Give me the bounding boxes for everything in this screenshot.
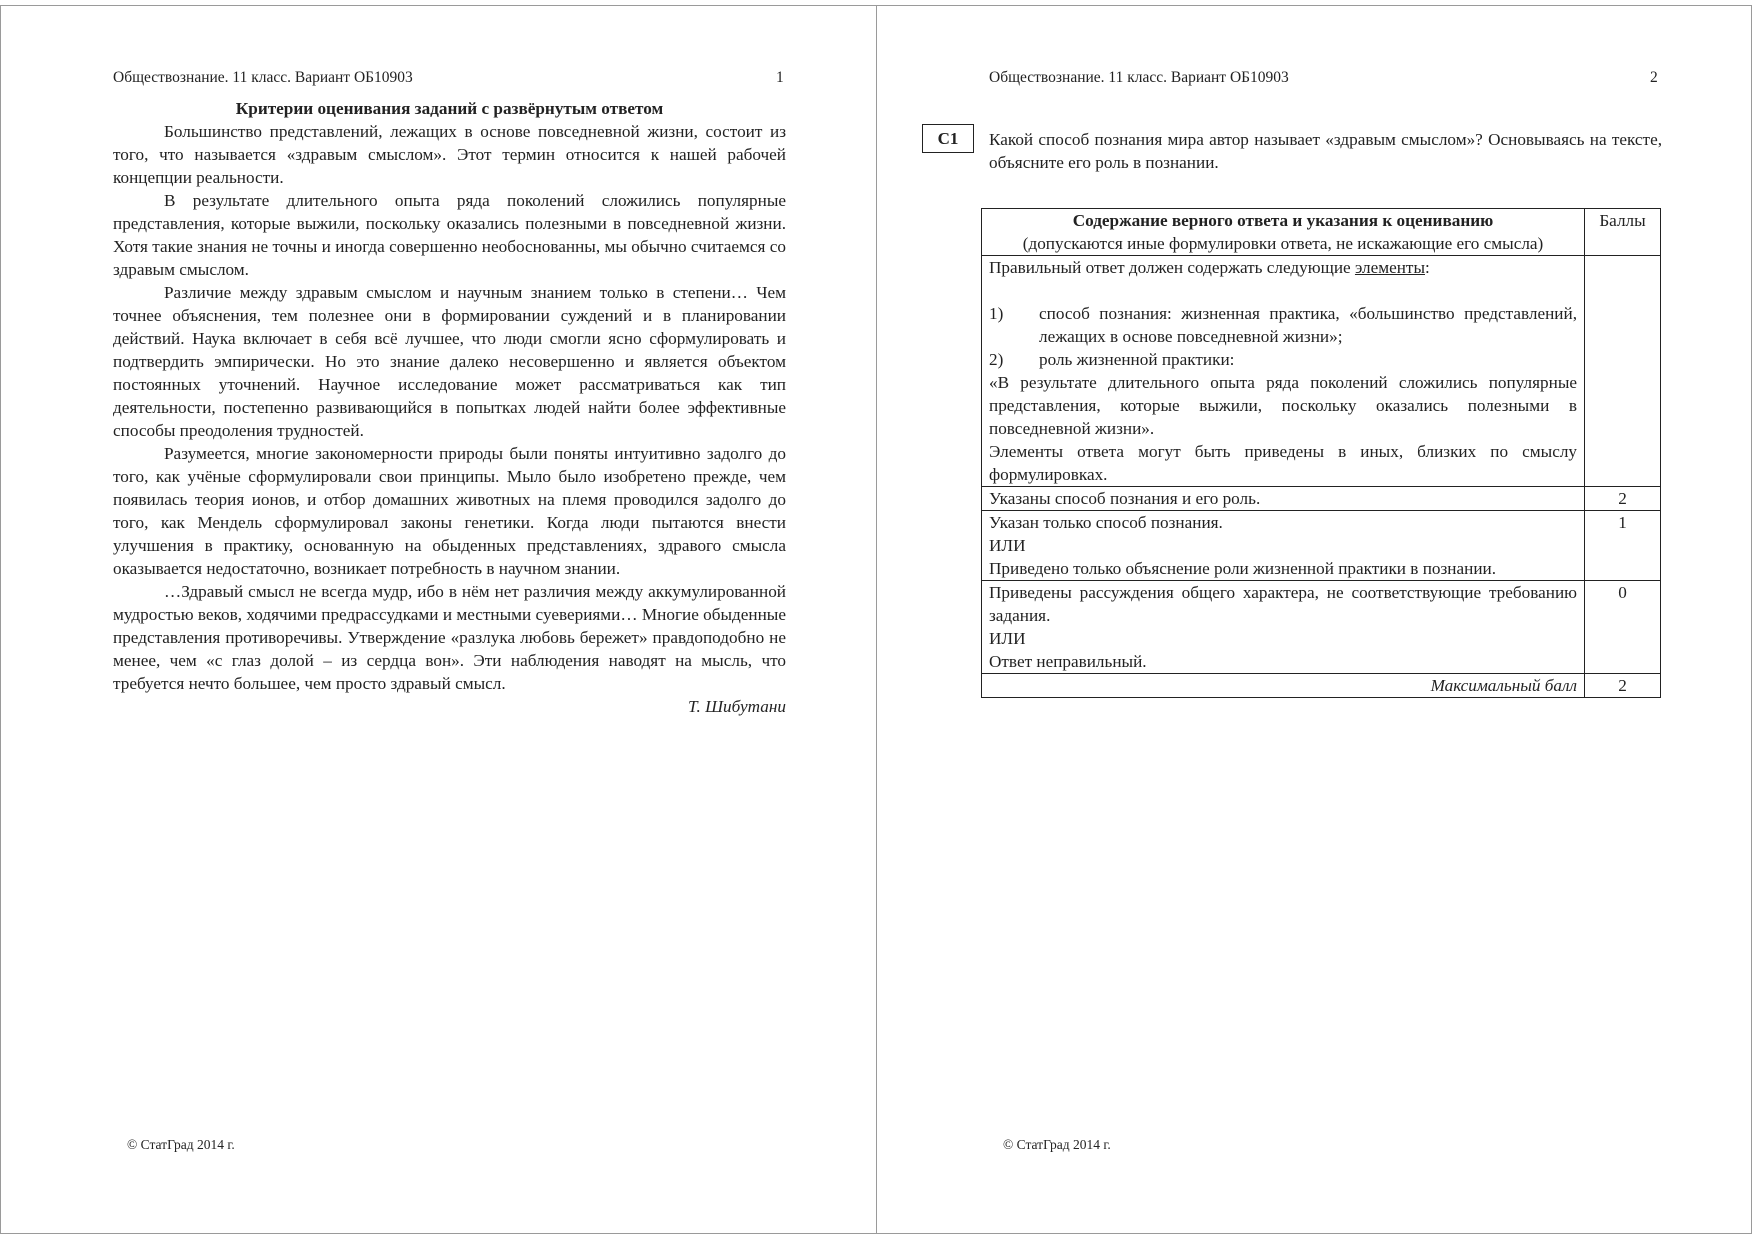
task-label: С1 xyxy=(922,124,974,153)
copyright-footer: © СтатГрад 2014 г. xyxy=(1003,1137,1111,1152)
empty-score-cell xyxy=(1585,256,1661,487)
criteria-line: Ответ неправильный. xyxy=(989,652,1147,671)
item-text: способ познания: жизненная практика, «большинство представлений, лежащих в основе повседневной жизни»; xyxy=(1039,304,1577,346)
paragraph: Разумеется, многие закономерности природы были поняты интуитивно задолго до того, как учёные сформулировали свои принципы. Мыло было изобретено прежде, чем появилась теория ионов, и отбор домашних животных на племя проводился задолго до того, как Мендель сформулировал законы генетики. Когда люди пытаются внести улучшения в практику, основанную на обыденных представлениях, здравого смысла оказывается недостаточно, возникает потребность в научном знании. xyxy=(113,444,786,578)
answer-content-row xyxy=(982,256,1661,487)
paragraph: В результате длительного опыта ряда поколений сложились популярные представления, которые выжили, поскольку оказались полезными в повседневной жизни. Хотя такие знания не точны и иногда совершенно необоснованны, мы обычно считаемся со здравым смыслом. xyxy=(113,191,786,279)
running-head: Обществознание. 11 класс. Вариант ОБ10903 xyxy=(113,69,413,86)
criteria-cell xyxy=(982,581,1585,674)
answer-element-1 xyxy=(989,302,1577,348)
criteria-cell xyxy=(982,487,1585,511)
criteria-line: ИЛИ xyxy=(989,536,1026,555)
criteria-line: ИЛИ xyxy=(989,629,1026,648)
max-score-label: Максимальный балл xyxy=(982,674,1585,698)
answer-intro xyxy=(989,256,1577,279)
answer-intro-text: Правильный ответ должен содержать следующие xyxy=(989,258,1355,277)
max-score-row xyxy=(982,674,1661,698)
criteria-line: Указаны способ познания и его роль. xyxy=(989,489,1261,508)
item-number: 2) xyxy=(989,350,1004,369)
criteria-row xyxy=(982,487,1661,511)
item-number: 1) xyxy=(989,304,1004,323)
answer-quote: «В результате длительного опыта ряда поколений сложились популярные представления, которые выжили, поскольку оказались полезными в повседневной жизни». xyxy=(989,373,1577,438)
page-1 xyxy=(0,5,876,1234)
criteria-line: Приведены рассуждения общего характера, не соответствующие требованию задания. xyxy=(989,583,1577,625)
grading-criteria-table xyxy=(981,208,1661,698)
document-title: Критерии оценивания заданий с развёрнутым ответом xyxy=(235,99,664,118)
text-body xyxy=(113,97,786,718)
copyright-footer: © СтатГрад 2014 г. xyxy=(127,1137,235,1152)
criteria-cell xyxy=(982,511,1585,581)
running-head: Обществознание. 11 класс. Вариант ОБ10903 xyxy=(989,69,1289,86)
score-cell: 0 xyxy=(1585,581,1661,674)
criteria-row xyxy=(982,581,1661,674)
answer-element-2 xyxy=(989,348,1577,371)
author-signature: Т. Шибутани xyxy=(688,697,786,716)
max-score-value: 2 xyxy=(1585,674,1661,698)
criteria-line: Указан только способ познания. xyxy=(989,513,1223,532)
paragraph: Большинство представлений, лежащих в основе повседневной жизни, состоит из того, что называется «здравым смыслом». Этот термин относится к нашей рабочей концепции реальности. xyxy=(113,122,786,187)
criteria-row xyxy=(982,511,1661,581)
page-number: 1 xyxy=(776,69,784,86)
paragraph: Различие между здравым смыслом и научным знанием только в степени… Чем точнее объяснения, тем полезнее они в формировании суждений и в планировании действий. Наука включает в себя всё лучшее, что люди смогли ясно сформулировать и подтвердить эмпирически. Но это знание далеко несовершенно и является объектом постоянных уточнений. Научное исследование может рассматриваться как тип деятельности, постепенно развивающийся в попытках людей найти более эффективные способы преодоления трудностей. xyxy=(113,283,786,440)
content-header-cell xyxy=(982,209,1585,256)
header-title: Содержание верного ответа и указания к оцениванию xyxy=(1072,211,1494,230)
answer-note: Элементы ответа могут быть приведены в иных, близких по смыслу формулировках. xyxy=(989,442,1577,484)
paragraph: …Здравый смысл не всегда мудр, ибо в нём нет различия между аккумулированной мудростью веков, ходячими предрассудками и местными суевериями… Многие обыденные представления противоречивы. Утверждение «разлука любовь бережет» правдоподобно не менее, чем «с глаз долой – из сердца вон». Эти наблюдения наводят на мысль, что требуется нечто большее, чем просто здравый смысл. xyxy=(113,582,786,693)
page-2 xyxy=(877,5,1753,1234)
item-text: роль жизненной практики: xyxy=(1039,350,1235,369)
score-header-cell: Баллы xyxy=(1585,209,1661,256)
answer-intro-underlined: элементы xyxy=(1354,258,1425,277)
score-cell: 1 xyxy=(1585,511,1661,581)
header-note: (допускаются иные формулировки ответа, не искажающие его смысла) xyxy=(1022,234,1544,253)
criteria-line: Приведено только объяснение роли жизненной практики в познании. xyxy=(989,559,1497,578)
answer-content-cell xyxy=(982,256,1585,487)
score-cell: 2 xyxy=(1585,487,1661,511)
spacer xyxy=(989,279,1577,302)
page-number: 2 xyxy=(1650,69,1658,86)
answer-intro-colon: : xyxy=(1425,258,1430,277)
table-header-row xyxy=(982,209,1661,256)
question-text: Какой способ познания мира автор называет «здравым смыслом»? Основываясь на тексте, объясните его роль в познании. xyxy=(989,130,1662,172)
